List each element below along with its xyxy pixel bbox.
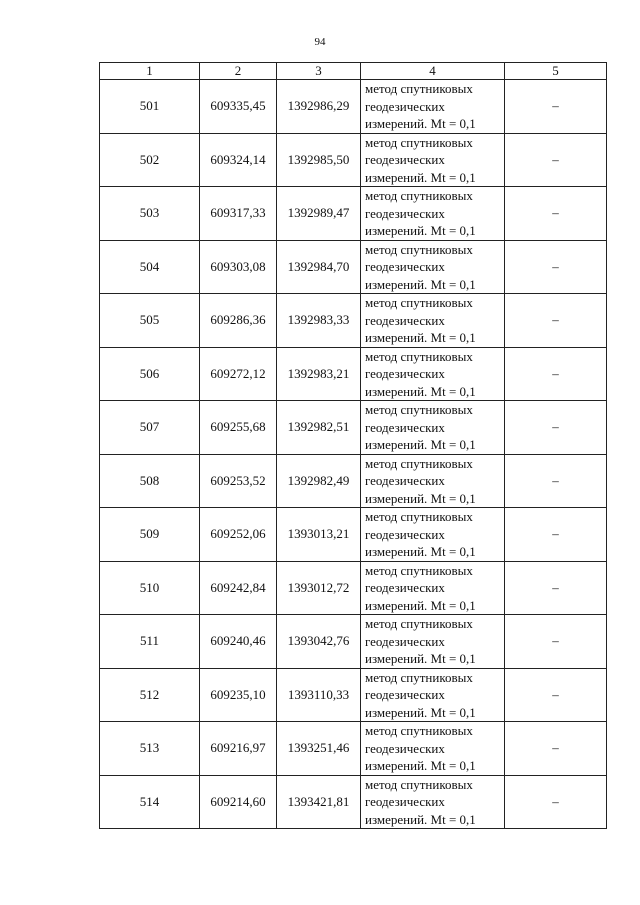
y-coordinate-cell: 1393251,46 bbox=[277, 722, 361, 776]
method-line: геодезических bbox=[365, 687, 445, 702]
y-coordinate-cell: 1392983,33 bbox=[277, 294, 361, 348]
note-cell: – bbox=[505, 187, 607, 241]
method-cell bbox=[361, 401, 505, 455]
table-header bbox=[100, 63, 607, 80]
method-line: измерений. Mt = 0,1 bbox=[365, 758, 476, 773]
method-line: измерений. Mt = 0,1 bbox=[365, 383, 476, 399]
point-number-cell: 506 bbox=[100, 347, 200, 401]
method-cell bbox=[361, 454, 505, 508]
method-line: геодезических bbox=[365, 312, 445, 328]
point-number-cell: 505 bbox=[100, 294, 200, 348]
method-cell bbox=[361, 294, 505, 348]
point-number-cell: 514 bbox=[100, 775, 200, 829]
y-coordinate-cell: 1392983,21 bbox=[277, 347, 361, 401]
note-cell: – bbox=[505, 561, 607, 615]
method-cell bbox=[361, 508, 505, 562]
point-number-cell: 508 bbox=[100, 454, 200, 508]
note-cell: – bbox=[505, 133, 607, 187]
x-coordinate-cell: 609272,12 bbox=[200, 347, 277, 401]
method-line: метод спутниковых bbox=[365, 241, 473, 257]
y-coordinate-cell: 1393110,33 bbox=[277, 668, 361, 722]
method-line: метод спутниковых bbox=[365, 669, 473, 685]
x-coordinate-cell: 609303,08 bbox=[200, 240, 277, 294]
point-number-cell: 512 bbox=[100, 668, 200, 722]
method-line: метод спутниковых bbox=[365, 402, 473, 417]
y-coordinate-cell: 1393042,76 bbox=[277, 615, 361, 669]
x-coordinate-cell: 609253,52 bbox=[200, 454, 277, 508]
method-line: метод спутниковых bbox=[365, 616, 473, 631]
y-coordinate-cell: 1392984,70 bbox=[277, 240, 361, 294]
table-row bbox=[100, 347, 607, 401]
header-cell-5: 5 bbox=[505, 63, 607, 80]
method-line: геодезических bbox=[365, 794, 445, 809]
y-coordinate-cell: 1393013,21 bbox=[277, 508, 361, 562]
table-row bbox=[100, 561, 607, 615]
table-row bbox=[100, 187, 607, 241]
header-cell-4: 4 bbox=[361, 63, 505, 80]
table-body bbox=[100, 80, 607, 829]
method-line: метод спутниковых bbox=[365, 455, 473, 471]
point-number-cell: 502 bbox=[100, 133, 200, 187]
method-line: метод спутниковых bbox=[365, 348, 473, 364]
method-line: метод спутниковых bbox=[365, 81, 473, 96]
table-row bbox=[100, 668, 607, 722]
note-cell: – bbox=[505, 668, 607, 722]
method-line: измерений. Mt = 0,1 bbox=[365, 169, 476, 185]
method-line: геодезических bbox=[365, 633, 445, 649]
table-row bbox=[100, 454, 607, 508]
table-row bbox=[100, 508, 607, 562]
method-line: геодезических bbox=[365, 740, 445, 756]
method-cell bbox=[361, 347, 505, 401]
method-cell bbox=[361, 668, 505, 722]
method-line: измерений. Mt = 0,1 bbox=[365, 437, 476, 452]
table-row bbox=[100, 294, 607, 348]
y-coordinate-cell: 1392985,50 bbox=[277, 133, 361, 187]
note-cell: – bbox=[505, 615, 607, 669]
method-line: геодезических bbox=[365, 419, 445, 435]
table-row bbox=[100, 615, 607, 669]
y-coordinate-cell: 1392989,47 bbox=[277, 187, 361, 241]
method-cell bbox=[361, 80, 505, 134]
x-coordinate-cell: 609240,46 bbox=[200, 615, 277, 669]
method-line: измерений. Mt = 0,1 bbox=[365, 651, 476, 666]
x-coordinate-cell: 609242,84 bbox=[200, 561, 277, 615]
x-coordinate-cell: 609216,97 bbox=[200, 722, 277, 776]
method-line: измерений. Mt = 0,1 bbox=[365, 276, 476, 292]
method-cell bbox=[361, 561, 505, 615]
header-row bbox=[100, 63, 607, 80]
note-cell: – bbox=[505, 401, 607, 455]
table-row bbox=[100, 401, 607, 455]
method-cell bbox=[361, 240, 505, 294]
method-line: геодезических bbox=[365, 205, 445, 221]
point-number-cell: 510 bbox=[100, 561, 200, 615]
table-row bbox=[100, 133, 607, 187]
x-coordinate-cell: 609335,45 bbox=[200, 80, 277, 134]
point-number-cell: 509 bbox=[100, 508, 200, 562]
method-line: геодезических bbox=[365, 259, 445, 274]
method-line: метод спутниковых bbox=[365, 134, 473, 150]
method-line: измерений. Mt = 0,1 bbox=[365, 330, 476, 345]
x-coordinate-cell: 609286,36 bbox=[200, 294, 277, 348]
method-line: измерений. Mt = 0,1 bbox=[365, 490, 476, 506]
header-cell-1: 1 bbox=[100, 63, 200, 80]
method-cell bbox=[361, 133, 505, 187]
header-cell-3: 3 bbox=[277, 63, 361, 80]
note-cell: – bbox=[505, 347, 607, 401]
y-coordinate-cell: 1392982,51 bbox=[277, 401, 361, 455]
note-cell: – bbox=[505, 722, 607, 776]
table-row bbox=[100, 240, 607, 294]
point-number-cell: 511 bbox=[100, 615, 200, 669]
method-cell bbox=[361, 615, 505, 669]
y-coordinate-cell: 1392986,29 bbox=[277, 80, 361, 134]
y-coordinate-cell: 1392982,49 bbox=[277, 454, 361, 508]
note-cell: – bbox=[505, 240, 607, 294]
y-coordinate-cell: 1393421,81 bbox=[277, 775, 361, 829]
method-line: геодезических bbox=[365, 473, 445, 488]
method-line: измерений. Mt = 0,1 bbox=[365, 116, 476, 131]
method-line: измерений. Mt = 0,1 bbox=[365, 544, 476, 559]
method-line: геодезических bbox=[365, 366, 445, 381]
header-cell-2: 2 bbox=[200, 63, 277, 80]
method-line: метод спутниковых bbox=[365, 776, 473, 792]
x-coordinate-cell: 609252,06 bbox=[200, 508, 277, 562]
note-cell: – bbox=[505, 775, 607, 829]
point-number-cell: 503 bbox=[100, 187, 200, 241]
point-number-cell: 513 bbox=[100, 722, 200, 776]
point-number-cell: 504 bbox=[100, 240, 200, 294]
method-line: метод спутниковых bbox=[365, 295, 473, 310]
method-line: метод спутниковых bbox=[365, 562, 473, 578]
method-line: геодезических bbox=[365, 152, 445, 167]
method-line: метод спутниковых bbox=[365, 509, 473, 524]
method-line: измерений. Mt = 0,1 bbox=[365, 597, 476, 613]
method-line: метод спутниковых bbox=[365, 188, 473, 203]
point-number-cell: 507 bbox=[100, 401, 200, 455]
method-line: измерений. Mt = 0,1 bbox=[365, 811, 476, 827]
table-row bbox=[100, 80, 607, 134]
method-cell bbox=[361, 187, 505, 241]
note-cell: – bbox=[505, 80, 607, 134]
method-cell bbox=[361, 722, 505, 776]
note-cell: – bbox=[505, 508, 607, 562]
method-cell bbox=[361, 775, 505, 829]
x-coordinate-cell: 609235,10 bbox=[200, 668, 277, 722]
x-coordinate-cell: 609255,68 bbox=[200, 401, 277, 455]
page-number: 94 bbox=[314, 36, 326, 48]
method-line: метод спутниковых bbox=[365, 723, 473, 738]
point-number-cell: 501 bbox=[100, 80, 200, 134]
coordinates-table bbox=[99, 62, 607, 829]
x-coordinate-cell: 609324,14 bbox=[200, 133, 277, 187]
method-line: геодезических bbox=[365, 98, 445, 114]
note-cell: – bbox=[505, 294, 607, 348]
x-coordinate-cell: 609317,33 bbox=[200, 187, 277, 241]
method-line: измерений. Mt = 0,1 bbox=[365, 223, 476, 238]
table-row bbox=[100, 775, 607, 829]
table-row bbox=[100, 722, 607, 776]
y-coordinate-cell: 1393012,72 bbox=[277, 561, 361, 615]
note-cell: – bbox=[505, 454, 607, 508]
method-line: измерений. Mt = 0,1 bbox=[365, 704, 476, 720]
x-coordinate-cell: 609214,60 bbox=[200, 775, 277, 829]
method-line: геодезических bbox=[365, 580, 445, 595]
method-line: геодезических bbox=[365, 526, 445, 542]
